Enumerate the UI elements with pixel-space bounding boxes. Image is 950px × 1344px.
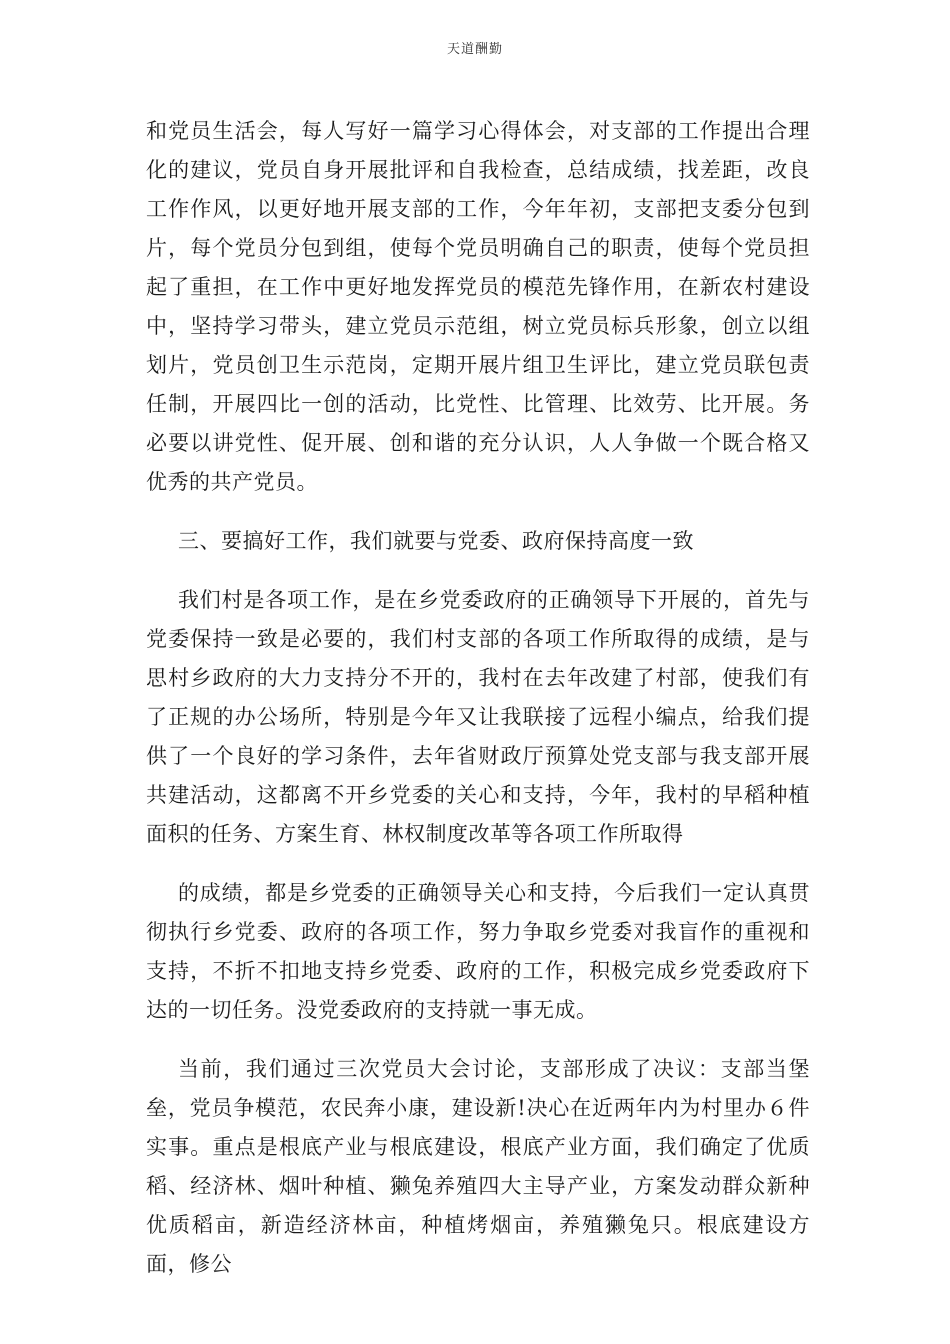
document-body bbox=[146, 112, 810, 1304]
page-header: 天道酬勤 bbox=[446, 42, 503, 57]
paragraph-1: 和党员生活会，每人写好一篇学习心得体会，对支部的工作提出合理化的建议，党员自身开展批评和自我检查，总结成绩，找差距，改良工作作风，以更好地开展支部的工作，今年年初，支部把支委分包到片，每个党员分包到组，使每个党员明确自己的职责，使每个党员担起了重担，在工作中更好地发挥党员的模范先锋作用，在新农村建设中，坚持学习带头，建立党员示范组，树立党员标兵形象，创立以组划片，党员创卫生示范岗，定期开展片组卫生评比，建立党员联包责任制，开展四比一创的活动，比党性、比管理、比效劳、比开展。务必要以讲党性、促开展、创和谐的充分认识，人人争做一个既合格又优秀的共产党员。 bbox=[146, 119, 810, 494]
section-heading-3: 三、要搞好工作，我们就要与党委、政府保持高度一致 bbox=[178, 529, 694, 553]
paragraph-2: 我们村是各项工作，是在乡党委政府的正确领导下开展的，首先与党委保持一致是必要的，我们村支部的各项工作所取得的成绩，是与思村乡政府的大力支持分不开的，我村在去年改建了村部，使我们有了正规的办公场所，特别是今年又让我联接了远程小编点，给我们提供了一个良好的学习条件，去年省财政厅预算处党支部与我支部开展共建活动，这都离不开乡党委的关心和支持，今年，我村的早稻种植面积的任务、方案生育、林权制度改革等各项工作所取得 bbox=[146, 588, 810, 846]
paragraph-4: 当前，我们通过三次党员大会讨论，支部形成了决议：支部当堡垒，党员争模范，农民奔小康，建设新!决心在近两年内为村里办６件实事。重点是根底产业与根底建设，根底产业方面，我们确定了优质稻、经济林、烟叶种植、獭兔养殖四大主导产业，方案发动群众新种优质稻亩，新造经济林亩，种植烤烟亩，养殖獭兔只。根底建设方面，修公 bbox=[146, 1057, 810, 1276]
paragraph-3: 的成绩，都是乡党委的正确领导关心和支持，今后我们一定认真贯彻执行乡党委、政府的各项工作，努力争取乡党委对我盲作的重视和支持，不折不扣地支持乡党委、政府的工作，积极完成乡党委政府下达的一切任务。没党委政府的支持就一事无成。 bbox=[146, 881, 810, 1022]
